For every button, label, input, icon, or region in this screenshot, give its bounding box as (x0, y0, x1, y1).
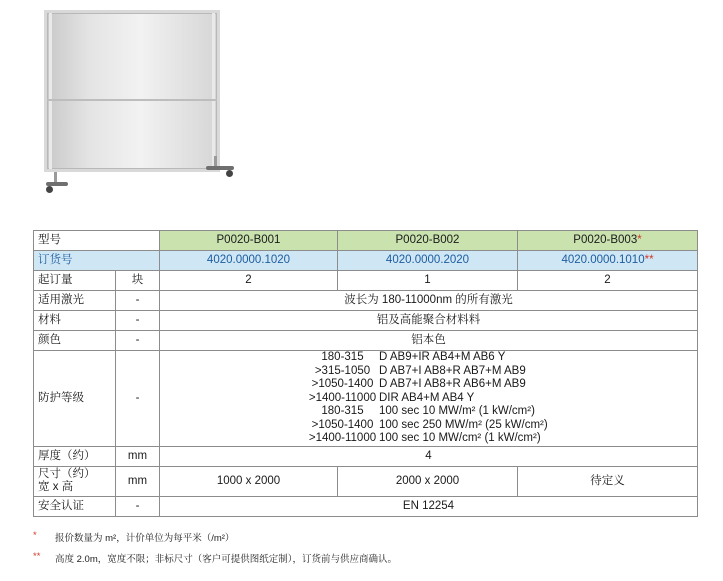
moq-value: 2 (518, 271, 698, 291)
protection-line: >1050-1400 100 sec 250 MW/m² (25 kW/cm²) (311, 418, 548, 431)
cert-label: 安全认证 (34, 496, 116, 516)
protection-line: >1050-1400 D AB7+I AB8+R AB6+M AB9 (311, 378, 526, 390)
footnotes (33, 530, 397, 572)
moq-value: 1 (338, 271, 518, 291)
panel-wheel-right (226, 170, 233, 177)
color-label: 颜色 (34, 331, 116, 351)
material-unit: - (116, 311, 160, 331)
color-row (34, 331, 698, 351)
thickness-label: 厚度（约） (34, 446, 116, 466)
laser-label: 适用激光 (34, 291, 116, 311)
panel-wheel-left (46, 186, 53, 193)
cert-value: EN 12254 (160, 496, 698, 516)
protection-row (34, 351, 698, 447)
size-value: 1000 x 2000 (160, 466, 338, 496)
model-row (34, 231, 698, 251)
size-label-line1: 尺寸（约） (38, 468, 96, 480)
size-value: 2000 x 2000 (338, 466, 518, 496)
moq-value: 2 (160, 271, 338, 291)
material-label: 材料 (34, 311, 116, 331)
order-number-cell: 4020.0000.2020 (338, 251, 518, 271)
size-unit: mm (116, 466, 160, 496)
protection-line: >1400-11000 DIR AB4+M AB4 Y (308, 391, 475, 404)
protection-line: >315-1050 D AB7+I AB8+R AB7+M AB9 (314, 364, 526, 377)
thickness-row (34, 446, 698, 466)
protection-unit: - (116, 351, 160, 447)
footnote-text: 高度 2.0m，宽度不限；非标尺寸（客户可提供图纸定制），订货前与供应商确认。 (55, 554, 398, 565)
model-cell: P0020-B001 (160, 231, 338, 251)
thickness-value: 4 (160, 446, 698, 466)
thickness-unit: mm (116, 446, 160, 466)
order-number-cell: 4020.0000.1020 (160, 251, 338, 271)
order-label: 订货号 (34, 251, 160, 271)
protection-line: 180-315 D AB9+IR AB4+M AB6 Y (321, 351, 506, 363)
laser-row (34, 291, 698, 311)
moq-row (34, 271, 698, 291)
size-label (34, 466, 116, 496)
footnote (33, 530, 397, 544)
size-value: 待定义 (518, 466, 698, 496)
order-number-cell: 4020.0000.1010** (518, 251, 698, 271)
laser-unit: - (116, 291, 160, 311)
color-unit: - (116, 331, 160, 351)
moq-label: 起订量 (34, 271, 116, 291)
cert-row (34, 496, 698, 516)
color-value: 铝本色 (160, 331, 698, 351)
panel-right-frame (212, 13, 215, 169)
laser-protection-panel-photo (38, 6, 238, 196)
model-cell: P0020-B002 (338, 231, 518, 251)
cert-unit: - (116, 496, 160, 516)
model-cell: P0020-B003* (518, 231, 698, 251)
material-row (34, 311, 698, 331)
footnote-text: 报价数量为 m²，计价单位为每平米（/m²） (55, 533, 235, 544)
footnote-mark: ** (33, 551, 41, 562)
order-row (34, 251, 698, 271)
footnote (33, 551, 397, 565)
footnote-mark: * (33, 530, 37, 541)
protection-line: 180-315 100 sec 10 MW/m² (1 kW/cm²) (321, 405, 535, 417)
size-label-line2: 宽 x 高 (38, 481, 74, 493)
material-value: 铝及高能聚合材料料 (160, 311, 698, 331)
protection-values (160, 351, 698, 447)
moq-unit: 块 (116, 271, 160, 291)
protection-line: >1400-11000 100 sec 10 MW/cm² (1 kW/cm²) (308, 432, 541, 444)
spec-table (33, 230, 698, 517)
model-label: 型号 (34, 231, 160, 251)
size-row (34, 466, 698, 496)
panel-left-frame (49, 13, 52, 169)
laser-value: 波长为 180-11000nm 的所有激光 (160, 291, 698, 311)
panel-body (44, 10, 220, 172)
protection-label: 防护等级 (34, 351, 116, 447)
panel-seam (47, 99, 217, 101)
